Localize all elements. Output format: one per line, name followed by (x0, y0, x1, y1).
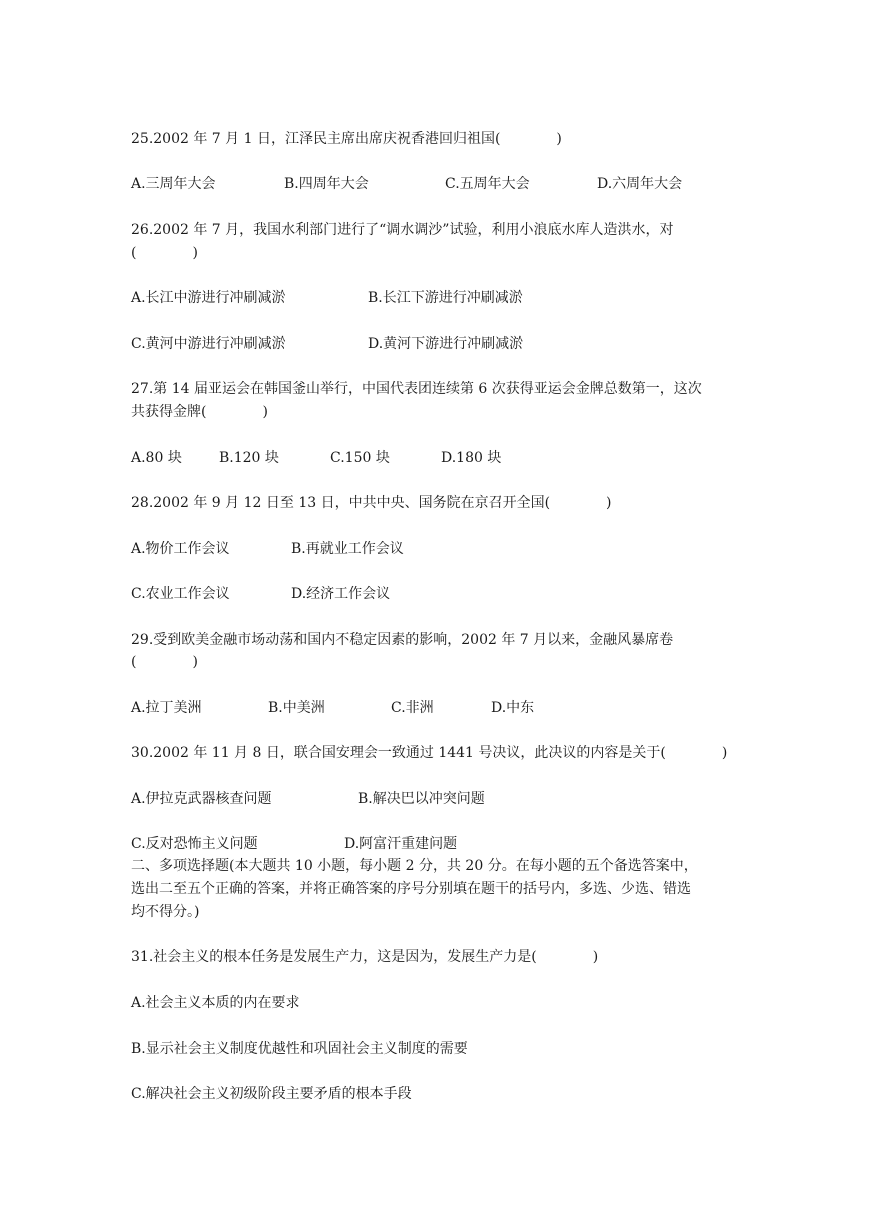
question-25-option-d: D.六周年大会 (597, 176, 683, 192)
question-30-option-d: D.阿富汗重建问题 (344, 836, 458, 852)
question-30-stem: 30.2002 年 11 月 8 日，联合国安理会一致通过 1441 号决议，此决议的内容是关于( ) (131, 745, 728, 761)
question-26-option-a: A.长江中游进行冲刷减淤 (131, 290, 286, 306)
question-26-option-d: D.黄河下游进行冲刷减淤 (368, 336, 524, 352)
section-2-instructions-line-1: 二、多项选择题(本大题共 10 小题，每小题 2 分，共 20 分。在每小题的五个备选答案中， (131, 858, 698, 874)
question-29-stem-line-2: ( ) (131, 654, 198, 670)
question-28-stem: 28.2002 年 9 月 12 日至 13 日，中共中央、国务院在京召开全国( ) (131, 495, 612, 511)
question-28-option-a: A.物价工作会议 (131, 541, 230, 557)
question-31-option-c: C.解决社会主义初级阶段主要矛盾的根本手段 (131, 1086, 412, 1102)
question-25-stem: 25.2002 年 7 月 1 日，江泽民主席出席庆祝香港回归祖国( ) (131, 131, 562, 147)
section-2-instructions-line-3: 均不得分。) (131, 904, 200, 920)
question-29-option-b: B.中美洲 (268, 700, 325, 716)
question-29-stem-line-1: 29.受到欧美金融市场动荡和国内不稳定因素的影响，2002 年 7 月以来，金融风暴席卷 (131, 632, 674, 648)
question-27-option-c: C.150 块 (330, 450, 390, 466)
question-25-option-c: C.五周年大会 (445, 176, 530, 192)
question-29-option-c: C.非洲 (391, 700, 434, 716)
question-30-option-a: A.伊拉克武器核查问题 (131, 791, 272, 807)
question-27-option-d: D.180 块 (441, 450, 502, 466)
section-2-instructions-line-2: 选出二至五个正确的答案，并将正确答案的序号分别填在题干的括号内，多选、少选、错选 (131, 881, 691, 897)
question-25-option-b: B.四周年大会 (284, 176, 369, 192)
question-27-stem-line-1: 27.第 14 届亚运会在韩国釜山举行，中国代表团连续第 6 次获得亚运会金牌总数第一，这次 (131, 381, 702, 397)
question-25-option-a: A.三周年大会 (131, 176, 216, 192)
question-30-option-c: C.反对恐怖主义问题 (131, 836, 258, 852)
question-28-option-b: B.再就业工作会议 (291, 541, 404, 557)
question-26-option-b: B.长江下游进行冲刷减淤 (368, 290, 523, 306)
question-30-option-b: B.解决巴以冲突问题 (358, 791, 485, 807)
question-29-option-d: D.中东 (491, 700, 535, 716)
question-31-option-a: A.社会主义本质的内在要求 (131, 995, 300, 1011)
question-31-option-b: B.显示社会主义制度优越性和巩固社会主义制度的需要 (131, 1041, 468, 1057)
question-29-option-a: A.拉丁美洲 (131, 700, 202, 716)
question-27-stem-line-2: 共获得金牌( ) (131, 404, 268, 420)
question-26-stem-line-1: 26.2002 年 7 月，我国水利部门进行了“调水调沙”试验，利用小浪底水库人造洪水，对 (131, 222, 674, 238)
question-27-option-a: A.80 块 (131, 450, 182, 466)
question-26-option-c: C.黄河中游进行冲刷减淤 (131, 336, 286, 352)
question-27-option-b: B.120 块 (219, 450, 279, 466)
question-26-stem-line-2: ( ) (131, 245, 198, 261)
question-31-stem: 31.社会主义的根本任务是发展生产力，这是因为，发展生产力是( ) (131, 949, 599, 965)
question-28-option-c: C.农业工作会议 (131, 586, 230, 602)
question-28-option-d: D.经济工作会议 (291, 586, 391, 602)
